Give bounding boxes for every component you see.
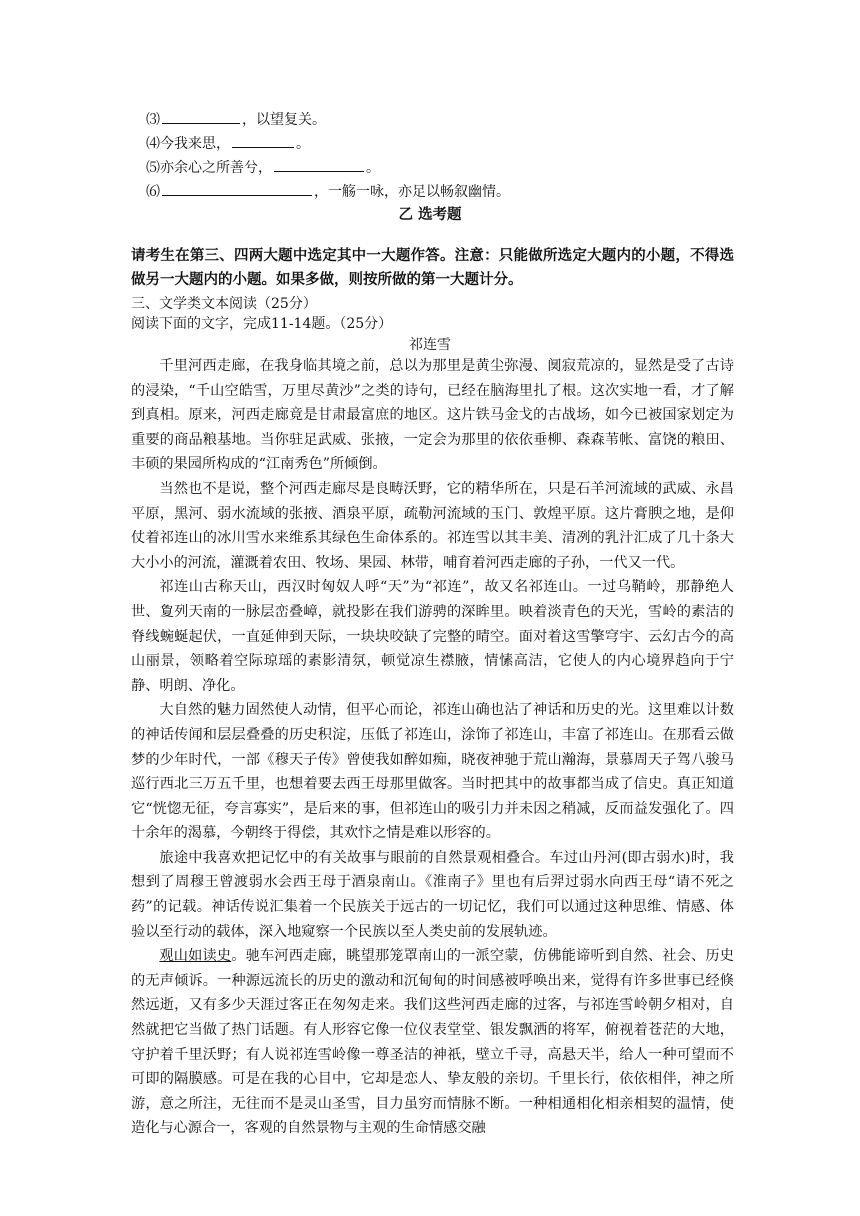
fill-text-after: ，一觞一咏，亦足以畅叙幽情。	[314, 184, 510, 200]
article-title: 祁连雪	[409, 337, 451, 353]
fill-blank-4	[146, 132, 310, 154]
item-number: ⑶	[146, 112, 160, 128]
answer-blank[interactable]	[232, 132, 294, 148]
article-paragraph: 大自然的魅力固然使人动情，但平心而论，祁连山确也沾了神话和历史的光。这里难以计数的神话传闻和层层叠叠的历史积淀，压低了祁连山，涂饰了祁连山，丰富了祁连山。在那看云做梦的少年时代，一部《穆天子传》曾使我如醉如痴，晓夜神驰于荒山瀚海，景慕周天子驾八骏马巡行西北三万五千里，也想着要去西王母那里做客。当时把其中的故事都当成了信史。真正知道它“恍惚无征，夸言寡实”，是后来的事，但祁连山的吸引力并未因之稍减，反而益发强化了。四十余年的渴慕，今朝终于得偿，其欢忭之情是难以形容的。	[131, 702, 734, 842]
reading-instruction: 阅读下面的文字，完成11-14题。（25分）	[131, 316, 393, 332]
section-3-heading: 三、文学类文本阅读（25分）	[131, 296, 317, 312]
fill-text-before: 今我来思，	[160, 136, 230, 152]
article-paragraph: 千里河西走廊，在我身临其境之前，总以为那里是黄尘弥漫、阒寂荒凉的，显然是受了古诗的浸染，“千山空皓雪，万里尽黄沙”之类的诗句，已经在脑海里扎了根。这次实地一看，才了解到真相。原来，河西走廊竟是甘肃最富庶的地区。这片铁马金戈的古战场，如今已被国家划定为重要的商品粮基地。当你驻足武威、张掖，一定会为那里的依依垂柳、森森苇帐、富饶的粮田、丰硕的果园所构成的“江南秀色”所倾倒。	[131, 358, 734, 473]
fill-text-after: 。	[366, 160, 380, 176]
fill-blank-6	[146, 180, 510, 202]
answer-blank[interactable]	[162, 180, 312, 196]
underlined-phrase: 观山如读史	[159, 948, 232, 965]
fill-blank-5	[146, 156, 380, 178]
instructions-notice: 请考生在第三、四两大题中选定其中一大题作答。注意：只能做所选定大题内的小题，不得选做另一大题内的小题。如果多做，则按所做的第一大题计分。	[131, 248, 734, 288]
paragraph-text: 。驰车河西走廊，眺望那笼罩南山的一派空蒙，仿佛能谛听到自然、社会、历史的无声倾诉。一种源远流长的历史的激动和沉甸甸的时间感被呼唤出来，觉得有许多世事已经倏然远逝，又有多少天涯过客正在匆匆走来。我们这些河西走廊的过客，与祁连雪岭朝夕相对，自然就把它当做了热门话题。有人形容它像一位仪表堂堂、银发飘洒的将军，俯视着苍茫的大地，守护着千里沃野；有人说祁连雪岭像一尊圣洁的神祇，壁立千寻，高悬天半，给人一种可望而不可即的隔膜感。可是在我的心目中，它却是恋人、挚友般的亲切。千里长行，依依相伴，神之所游，意之所注，无往而不是灵山圣雪，目力虽穷而情脉不断。一种相通相化相亲相契的温情，使造化与心源合一，客观的自然景物与主观的生命情感交融	[131, 948, 734, 1137]
answer-blank[interactable]	[274, 156, 364, 172]
fill-text-after: ，以望复关。	[242, 112, 326, 128]
article-paragraph: 当然也不是说，整个河西走廊尽是良畴沃野，它的精华所在，只是石羊河流域的武威、永昌平原，黑河、弱水流域的张掖、酒泉平原，疏勒河流域的玉门、敦煌平原。这片膏腴之地，是仰仗着祁连山的冰川雪水来维系其绿色生命体系的。祁连雪以其丰美、清冽的乳汁汇成了几十条大大小小的河流，灌溉着农田、牧场、果园、林带，哺育着河西走廊的子孙，一代又一代。	[131, 480, 734, 571]
section-b-title: 乙 选考题	[398, 207, 462, 223]
article-paragraph: 旅途中我喜欢把记忆中的有关故事与眼前的自然景观相叠合。车过山丹河(即古弱水)时，我想到了周穆王曾渡弱水会西王母于酒泉南山。《淮南子》里也有后羿过弱水向西王母“请不死之药”的记载。神话传说汇集着一个民族关于远古的一切记忆，我们可以通过这种思维、情感、体验以至行动的载体，深入地窥察一个民族以至人类史前的发展轨迹。	[131, 849, 734, 940]
item-number: ⑷	[146, 136, 160, 152]
item-number: ⑸	[146, 160, 160, 176]
article-paragraph-last	[131, 944, 734, 1141]
fill-text-before: 亦余心之所善兮，	[160, 160, 272, 176]
fill-blank-3	[146, 108, 326, 130]
article-body	[131, 354, 734, 1141]
answer-blank[interactable]	[162, 108, 240, 124]
fill-text-after: 。	[296, 136, 310, 152]
article-paragraph: 祁连山古称天山，西汉时匈奴人呼“天”为“祁连”，故又名祁连山。一过乌鞘岭，那静绝人世、夐列天南的一脉层峦叠嶂，就投影在我们游骋的深眸里。映着淡青色的天光，雪岭的素洁的脊线蜿蜒起伏，一直延伸到天际，一块块咬缺了完整的晴空。面对着这雪擎穹宇、云幻古今的高山丽景，领略着空际琼瑶的素影清氛，顿觉凉生襟腋，情愫高洁，它使人的内心境界趋向于宁静、明朗、净化。	[131, 579, 734, 694]
item-number: ⑹	[146, 184, 160, 200]
